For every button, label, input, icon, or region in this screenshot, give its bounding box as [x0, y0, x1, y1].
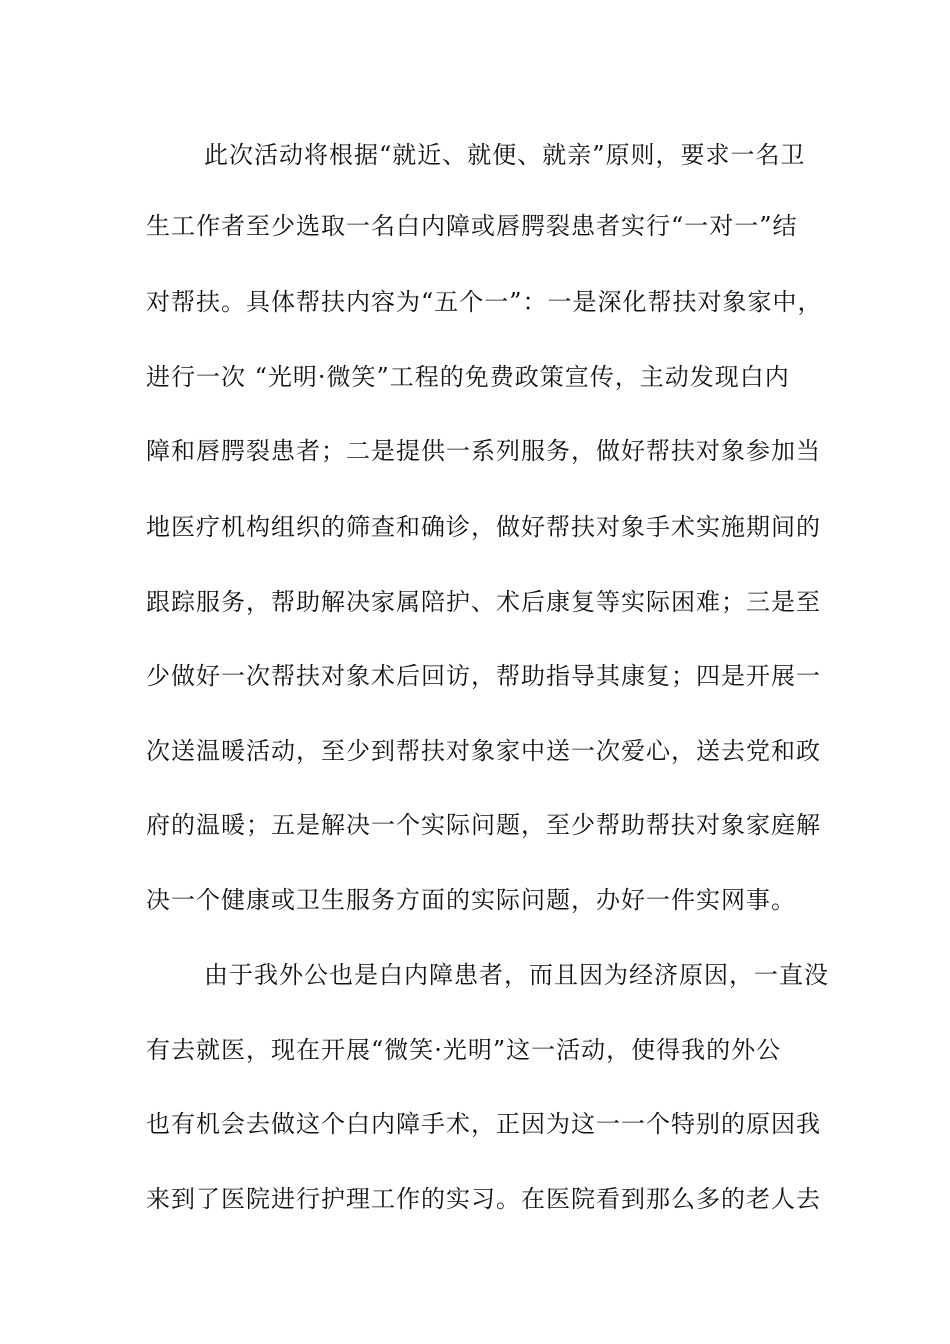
- paragraph-1-line-2: 生工作者至少选取一名白内障或唇腭裂患者实行“一对一”结: [146, 212, 798, 240]
- paragraph-1-line-7: 跟踪服务，帮助解决家属陪护、术后康复等实际困难；三是至: [146, 588, 821, 616]
- paragraph-2-line-1: 由于我外公也是白内障患者，而且因为经济原因，一直没: [204, 961, 829, 989]
- paragraph-1-line-6: 地医疗机构组织的筛查和确诊，做好帮扶对象手术实施期间的: [146, 513, 821, 541]
- paragraph-1-line-4: 进行一次 “光明·微笑”工程的免费政策宣传，主动发现白内: [146, 363, 790, 391]
- paragraph-1-line-11: 决一个健康或卫生服务方面的实际问题，办好一件实网事。: [146, 886, 796, 914]
- paragraph-1-line-9: 次送温暖活动，至少到帮扶对象家中送一次爱心，送去党和政: [146, 737, 821, 765]
- paragraph-1-line-5: 障和唇腭裂患者；二是提供一系列服务，做好帮扶对象参加当: [146, 437, 821, 465]
- paragraph-2-line-2: 有去就医，现在开展“微笑·光明”这一活动，使得我的外公: [146, 1036, 782, 1064]
- paragraph-1-line-10: 府的温暖；五是解决一个实际问题，至少帮助帮扶对象家庭解: [146, 811, 821, 839]
- paragraph-1-line-1: 此次活动将根据“就近、就便、就亲”原则，要求一名卫: [204, 141, 806, 169]
- paragraph-1-line-8: 少做好一次帮扶对象术后回访，帮助指导其康复；四是开展一: [146, 662, 821, 690]
- paragraph-2-line-3: 也有机会去做这个白内障手术，正因为这一一个特别的原因我: [146, 1110, 821, 1138]
- paragraph-2-line-4: 来到了医院进行护理工作的实习。在医院看到那么多的老人去: [146, 1185, 821, 1213]
- paragraph-1-line-3: 对帮扶。具体帮扶内容为“五个一”：一是深化帮扶对象家中，: [146, 288, 823, 316]
